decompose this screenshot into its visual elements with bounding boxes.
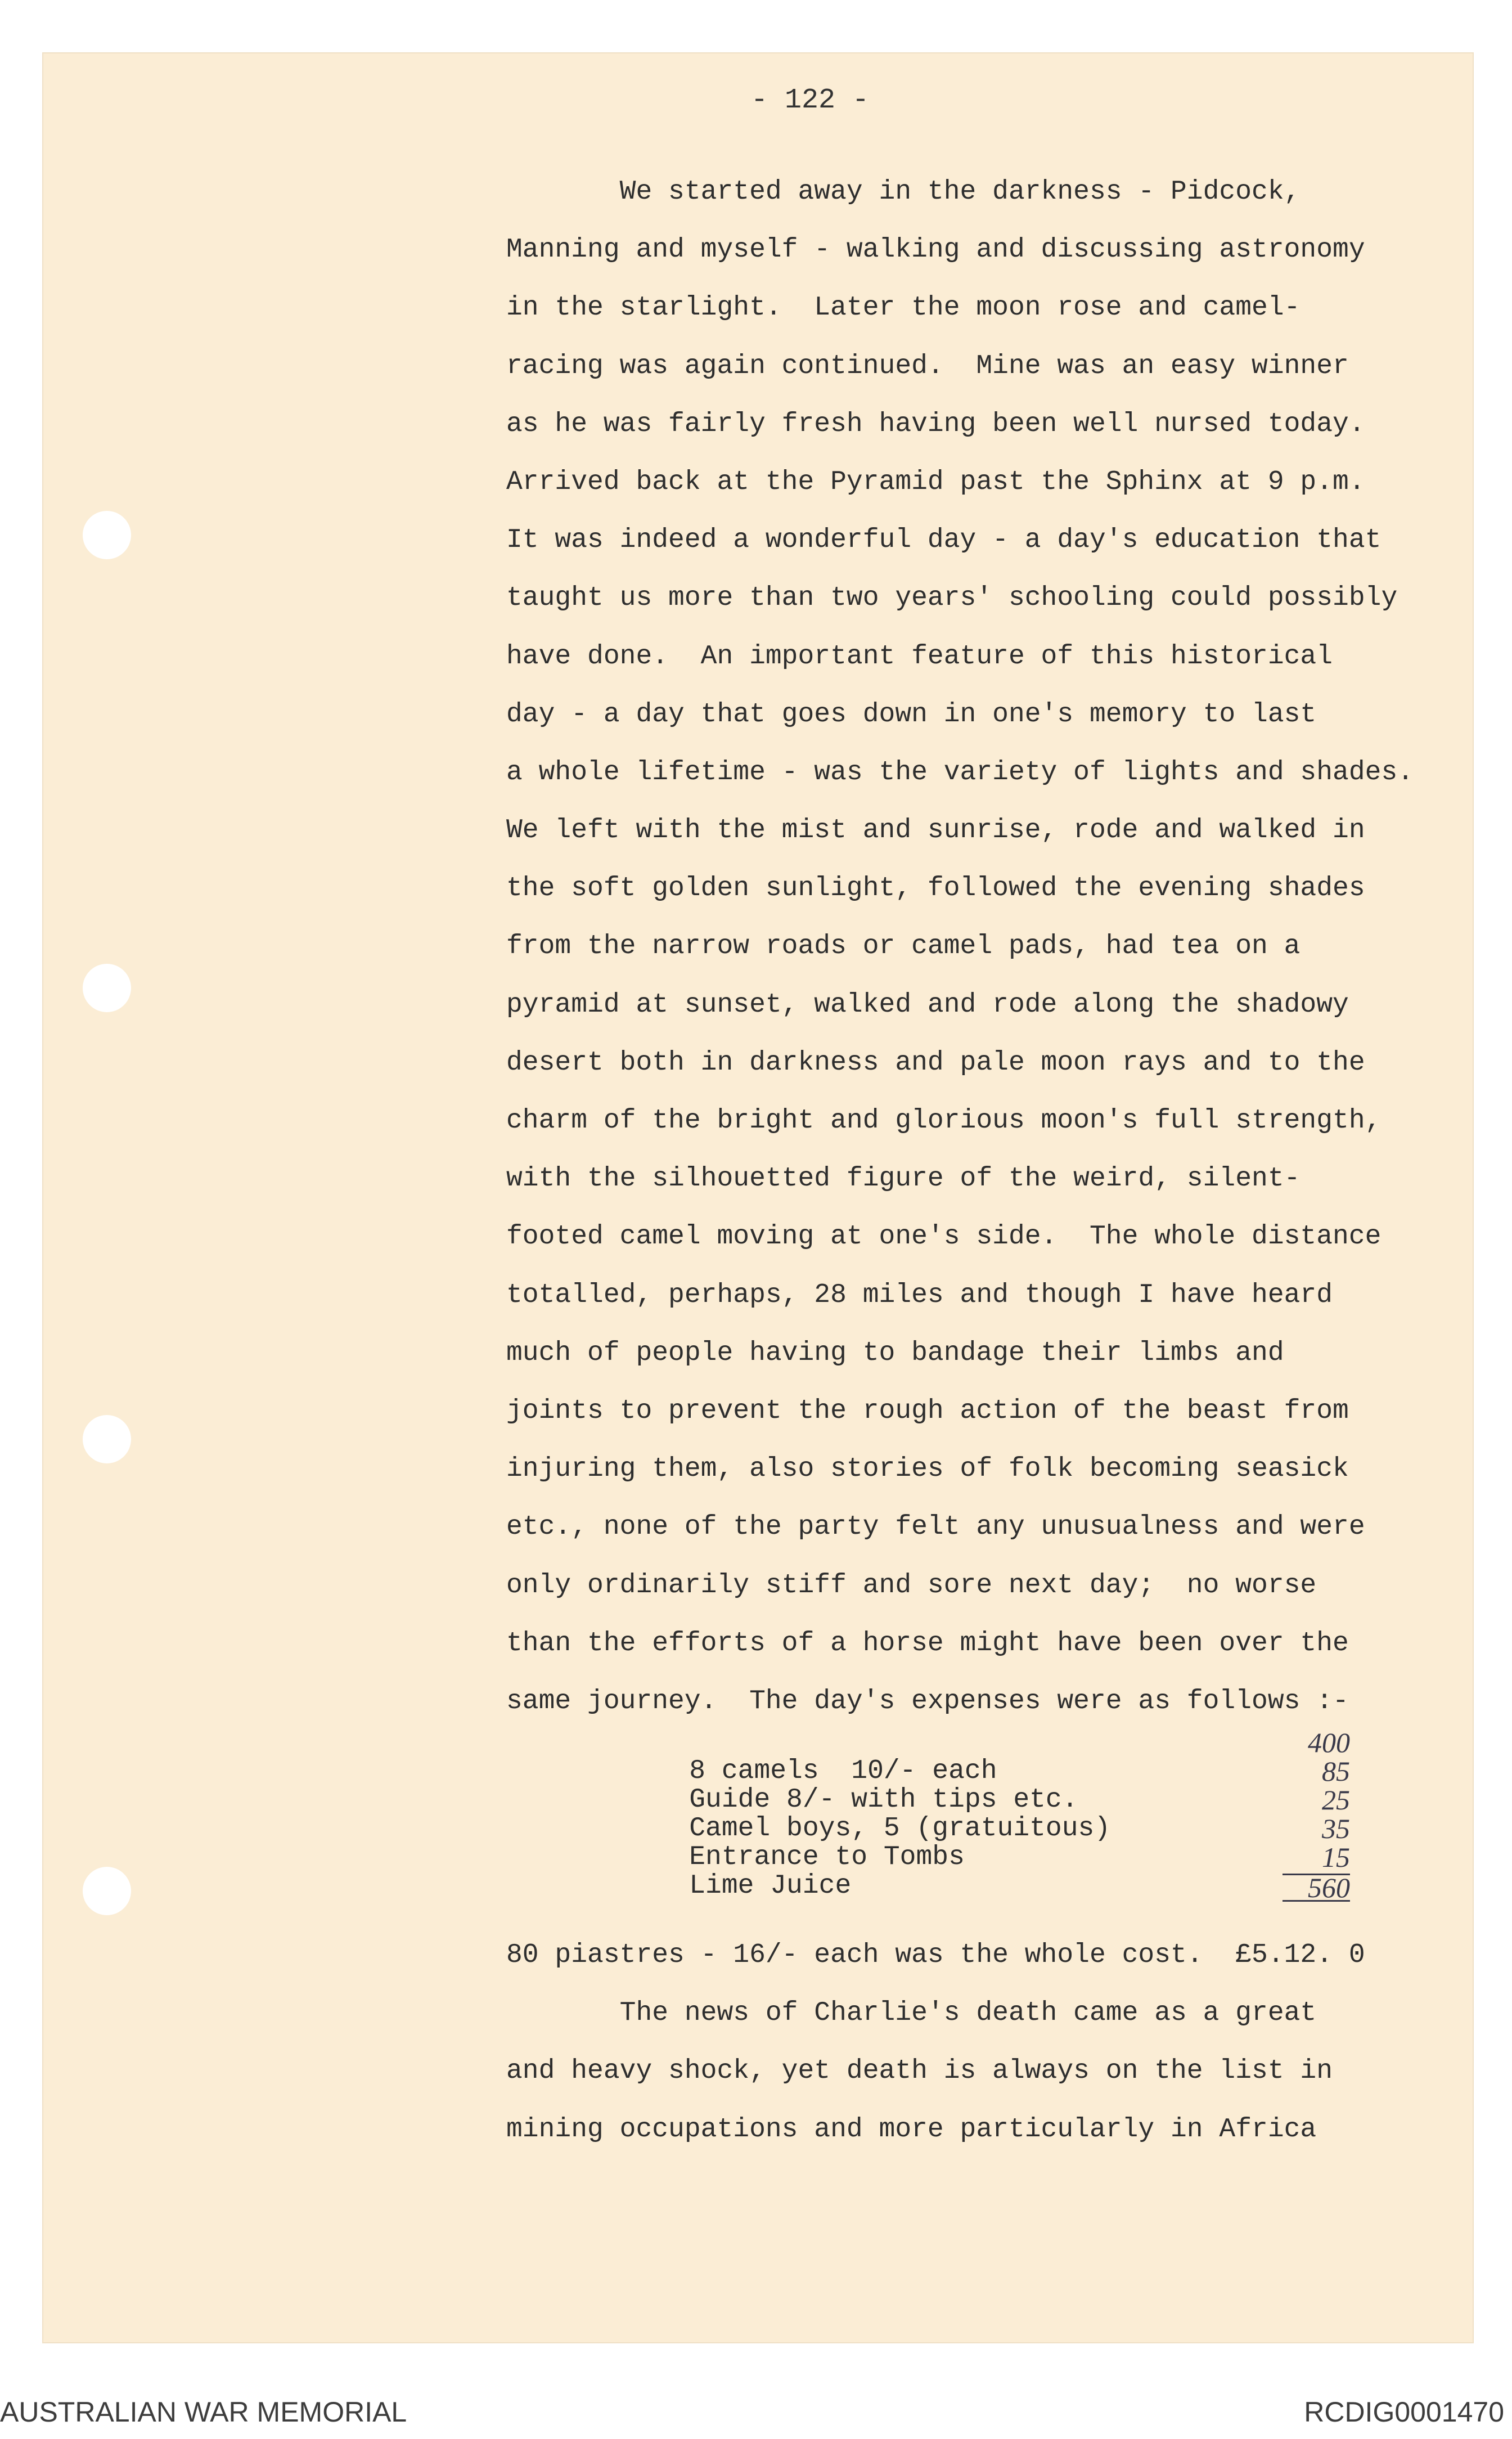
text-line: We started away in the darkness - Pidcock, [506, 177, 1300, 207]
text-line: totalled, perhaps, 28 miles and though I have heard [506, 1279, 1333, 1310]
text-line: injuring them, also stories of folk becoming seasick [506, 1454, 1349, 1485]
text-line: Manning and myself - walking and discussing astronomy [506, 235, 1365, 266]
text-line: We left with the mist and sunrise, rode and walked in [506, 815, 1365, 846]
expense-amount: 85 [1322, 1755, 1350, 1787]
text-line: 80 piastres - 16/- each was the whole cost. £5.12. 0 [506, 1940, 1365, 1970]
text-line: a whole lifetime - was the variety of lights and shades. [506, 757, 1414, 788]
text-line: taught us more than two years' schooling could possibly [506, 583, 1398, 614]
expense-amount: 35 [1322, 1813, 1350, 1844]
text-line: etc., none of the party felt any unusualness and were [506, 1512, 1365, 1543]
text-line: as he was fairly fresh having been well nursed today. [506, 408, 1365, 439]
text-line: same journey. The day's expenses were as follows :- [506, 1686, 1349, 1717]
text-line: than the efforts of a horse might have been over the [506, 1628, 1349, 1659]
expense-total: 560 [1282, 1874, 1350, 1902]
text-line: charm of the bright and glorious moon's full strength, [506, 1106, 1382, 1136]
text-line: in the starlight. Later the moon rose and camel- [506, 293, 1300, 324]
text-line: mining occupations and more particularly in Africa [506, 2114, 1317, 2145]
text-line: The news of Charlie's death came as a great [506, 1998, 1317, 2029]
text-line: have done. An important feature of this historical [506, 641, 1333, 672]
expense-item: Camel boys, 5 (gratuitous) [689, 1813, 1111, 1844]
text-line: joints to prevent the rough action of the beast from [506, 1395, 1349, 1426]
expense-item: Guide 8/- with tips etc. [689, 1785, 1078, 1815]
punch-hole [83, 1867, 131, 1915]
paragraph-1 [506, 163, 1474, 1731]
expense-amount: 25 [1322, 1784, 1350, 1816]
text-line: Arrived back at the Pyramid past the Sphinx at 9 p.m. [506, 466, 1365, 497]
text-line: pyramid at sunset, walked and rode along the shadowy [506, 989, 1349, 1020]
expense-item: 8 camels 10/- each [689, 1756, 997, 1786]
punch-hole [83, 964, 131, 1012]
paragraph-2 [506, 1926, 1474, 2159]
page-number: - 122 - [750, 84, 870, 116]
expense-item: Lime Juice [689, 1871, 852, 1901]
footer-record-id: RCDIG0001470 [1304, 2396, 1504, 2428]
expense-total-row [624, 1872, 1350, 1901]
text-line: only ordinarily stiff and sore next day; no worse [506, 1570, 1317, 1601]
footer-archive-name: AUSTRALIAN WAR MEMORIAL [0, 2396, 407, 2428]
expense-item: Entrance to Tombs [689, 1842, 965, 1872]
text-line: the soft golden sunlight, followed the evening shades [506, 873, 1365, 904]
text-line: It was indeed a wonderful day - a day's education that [506, 525, 1382, 556]
expense-amount: 400 [1308, 1727, 1350, 1758]
expense-amount: 15 [1322, 1841, 1350, 1873]
punch-hole [83, 1415, 131, 1463]
text-line: with the silhouetted figure of the weird, silent- [506, 1164, 1300, 1194]
expenses-table [624, 1728, 1350, 1901]
punch-hole [83, 511, 131, 559]
text-line: much of people having to bandage their limbs and [506, 1337, 1284, 1368]
text-line: and heavy shock, yet death is always on the list in [506, 2056, 1333, 2087]
text-line: day - a day that goes down in one's memory to last [506, 699, 1317, 730]
text-line: racing was again continued. Mine was an easy winner [506, 351, 1349, 381]
text-line: from the narrow roads or camel pads, had tea on a [506, 931, 1300, 962]
text-line: desert both in darkness and pale moon rays and to the [506, 1047, 1365, 1078]
text-line: footed camel moving at one's side. The whole distance [506, 1221, 1382, 1252]
